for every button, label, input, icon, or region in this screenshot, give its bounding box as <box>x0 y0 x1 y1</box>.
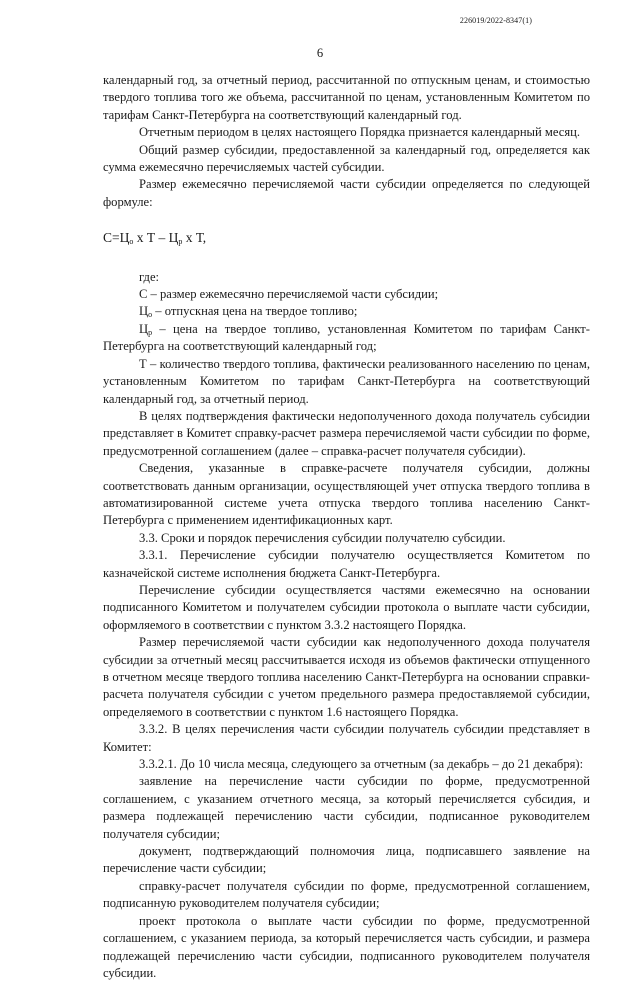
paragraph: 3.3.2. В целях перечисления части субсидии получатель субсидии представляет в Комитет: <box>103 722 590 754</box>
page-number: 6 <box>316 46 324 60</box>
document-number: 226019/2022-8347(1) <box>459 16 532 25</box>
paragraph: календарный год, за отчетный период, рассчитанной по отпускным ценам, и стоимостью твердого топлива того же объема, рассчитанной по ценам, установленным Комитетом по тарифам Санкт-Петербурга на соответствующий календарный год. <box>103 73 590 122</box>
formula: $С=Ц_о$ х Т – $Ц_р$ х Т, <box>103 230 207 247</box>
definition-co: $Ц_о$ – отпускная цена на твердое топливо; <box>139 304 358 320</box>
where-intro: где: <box>139 269 160 284</box>
list-item: справку-расчет получателя субсидии по форме, предусмотренной соглашением, подписанную руководителем получателя субсидии; <box>103 878 590 911</box>
paragraph: Размер перечисляемой части субсидии как недополученного дохода получателя субсидии за отчетный месяц рассчитывается исходя из объемов фактически отпущенного в отчетном месяце твердого топлива населению Санкт-Петербурга на основании справки-расчета получателя субсидии с учетом предельного размера предоставляемой субсидии, определяемого в соответствии с пунктом 1.6 настоящего Порядка. <box>103 635 590 719</box>
paragraph: Перечисление субсидии осуществляется частями ежемесячно на основании подписанного Комитетом и получателем субсидии протокола о выплате части субсидии, оформляемого в соответствии с пунктом 3.3.2 настоящего Порядка. <box>103 582 590 632</box>
paragraph: Отчетным периодом в целях настоящего Порядка признается календарный месяц. <box>139 125 581 140</box>
paragraph: В целях подтверждения фактически недополученного дохода получатель субсидии представляет в Комитет справку-расчет размера перечисляемой части субсидии по форме, предусмотренной соглашением (далее – справка-расчет получателя субсидии). <box>103 408 590 458</box>
list-item: заявление на перечисление части субсидии по форме, предусмотренной соглашением, с указанием отчетного месяца, за который перечисляется субсидия, и размера подлежащей перечислению части субсидии, подписанное руководителем получателя субсидии; <box>103 774 590 841</box>
document-body <box>103 72 590 982</box>
definition-c: С – размер ежемесячно перечисляемой части субсидии; <box>139 287 439 302</box>
section-heading: 3.3. Сроки и порядок перечисления субсидии получателю субсидии. <box>139 530 506 545</box>
list-item: документ, подтверждающий полномочия лица, подписавшего заявление на перечисление части субсидии; <box>103 844 590 876</box>
definition-cp: $Ц_р$ – цена на твердое топливо, установленная Комитетом по тарифам Санкт-Петербурга на соответствующий календарный год; <box>103 321 590 354</box>
paragraph: 3.3.2.1. До 10 числа месяца, следующего за отчетным (за декабрь – до 21 декабря): <box>139 757 584 772</box>
paragraph: 3.3.1. Перечисление субсидии получателю осуществляется Комитетом по казначейской системе исполнения бюджета Санкт-Петербурга. <box>103 548 590 580</box>
paragraph: Общий размер субсидии, предоставленной за календарный год, определяется как сумма ежемесячно перечисляемых частей субсидии. <box>103 142 590 175</box>
paragraph: Сведения, указанные в справке-расчете получателя субсидии, должны соответствовать данным организации, осуществляющей учет отпуска твердого топлива в автоматизированной системе учета отпуска твердого топлива населению Санкт-Петербурга с применением идентификационных карт. <box>103 461 590 528</box>
paragraph: Размер ежемесячно перечисляемой части субсидии определяется по следующей формуле: <box>103 177 590 209</box>
definition-t: Т – количество твердого топлива, фактически реализованного населению по ценам, установленным Комитетом по тарифам Санкт-Петербурга на соответствующий календарный год, за отчетный период. <box>103 356 590 406</box>
list-item: проект протокола о выплате части субсидии по форме, предусмотренной соглашением, с указанием периода, за который перечисляется часть субсидии, и размера подлежащей перечислению части субсидии, подписанного руководителем получателя субсидии. <box>103 913 590 980</box>
